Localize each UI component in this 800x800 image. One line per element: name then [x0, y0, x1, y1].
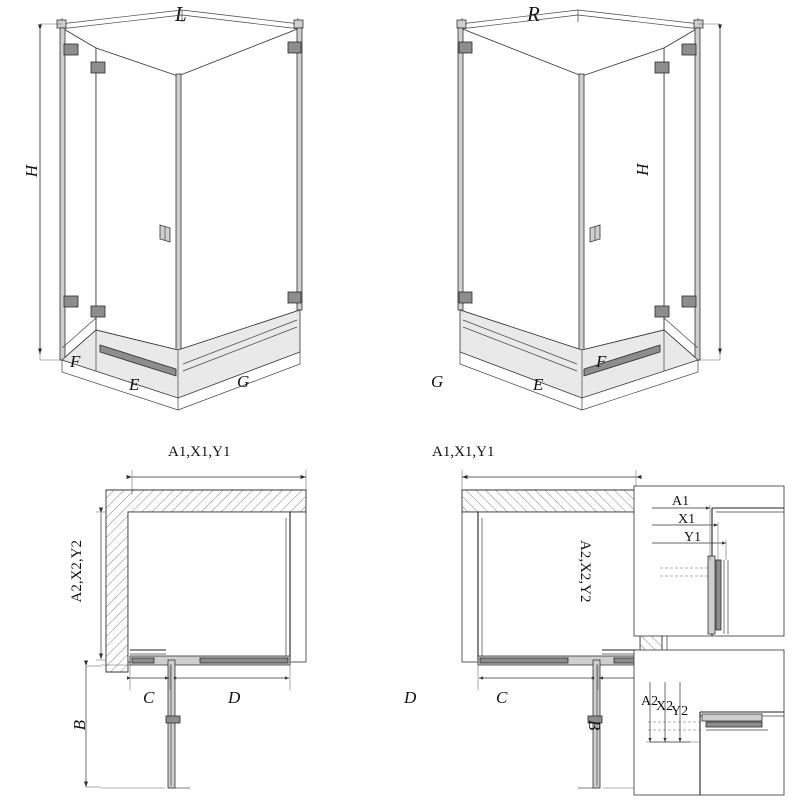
iso-right-base-label-g: G	[431, 372, 444, 391]
iso-right-group	[457, 10, 720, 410]
plan-right-dim-b: B	[585, 720, 604, 731]
iso-left-group	[40, 10, 303, 410]
plan-left-dim-b: B	[70, 720, 89, 731]
detail-vertical-group	[634, 650, 784, 795]
detail-label-y1: Y1	[684, 530, 702, 545]
plan-left-group	[86, 470, 306, 788]
iso-left-base-label-g: G	[237, 372, 250, 391]
iso-left-base-label-f: F	[70, 352, 81, 371]
plan-left-top-dimension: A1,X1,Y1	[168, 444, 231, 460]
detail-label-a2: A2	[641, 694, 659, 709]
plan-right-top-dimension: A1,X1,Y1	[432, 444, 495, 460]
view-title-left: L	[175, 2, 187, 26]
view-title-right: R	[527, 2, 540, 26]
detail-label-y2: Y2	[671, 704, 689, 719]
iso-right-height-label: H	[633, 163, 652, 176]
detail-label-x1: X1	[678, 512, 696, 527]
iso-right-base-label-e: E	[533, 375, 544, 394]
iso-left-height-label: H	[22, 165, 41, 178]
detail-label-x2: X2	[656, 699, 674, 714]
detail-horizontal-group	[634, 486, 784, 636]
detail-label-a1: A1	[672, 494, 690, 509]
plan-right-dim-d: D	[404, 688, 417, 707]
plan-right-dim-c: C	[496, 688, 508, 707]
plan-left-side-dimension: A2,X2,Y2	[69, 540, 85, 603]
iso-left-base-label-e: E	[129, 375, 140, 394]
plan-right-side-dimension: A2,X2,Y2	[577, 540, 593, 603]
plan-left-dim-d: D	[228, 688, 241, 707]
plan-left-dim-c: C	[143, 688, 155, 707]
iso-right-base-label-f: F	[596, 352, 607, 371]
